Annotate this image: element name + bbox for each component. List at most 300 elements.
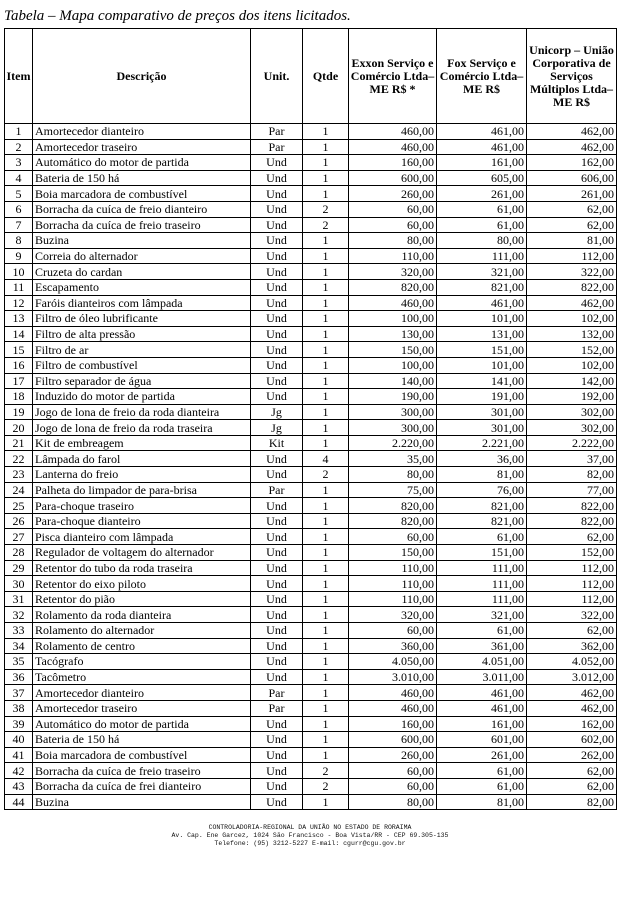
cell-fox: 111,00 — [437, 576, 527, 592]
cell-unicorp: 102,00 — [527, 357, 617, 373]
cell-fox: 461,00 — [437, 139, 527, 155]
cell-unit: Und — [251, 295, 303, 311]
cell-unit: Und — [251, 732, 303, 748]
cell-exxon: 110,00 — [349, 560, 437, 576]
cell-unit: Und — [251, 357, 303, 373]
cell-item: 26 — [5, 513, 33, 529]
cell-descricao: Filtro de óleo lubrificante — [33, 311, 251, 327]
cell-descricao: Borracha da cuíca de freio traseiro — [33, 217, 251, 233]
cell-exxon: 360,00 — [349, 638, 437, 654]
cell-fox: 61,00 — [437, 778, 527, 794]
table-row — [5, 342, 617, 358]
cell-fox: 4.051,00 — [437, 654, 527, 670]
cell-exxon: 320,00 — [349, 264, 437, 280]
cell-item: 33 — [5, 623, 33, 639]
cell-item: 4 — [5, 170, 33, 186]
cell-unit: Par — [251, 685, 303, 701]
cell-fox: 321,00 — [437, 264, 527, 280]
cell-fox: 821,00 — [437, 513, 527, 529]
cell-qtde: 1 — [303, 545, 349, 561]
cell-descricao: Tacômetro — [33, 669, 251, 685]
cell-exxon: 60,00 — [349, 623, 437, 639]
page-footer — [0, 824, 620, 848]
cell-fox: 821,00 — [437, 279, 527, 295]
cell-descricao: Bateria de 150 há — [33, 732, 251, 748]
price-comparison-table — [4, 28, 617, 810]
cell-unicorp: 152,00 — [527, 342, 617, 358]
cell-unit: Jg — [251, 420, 303, 436]
cell-qtde: 1 — [303, 186, 349, 202]
cell-item: 1 — [5, 124, 33, 140]
cell-descricao: Filtro de alta pressão — [33, 326, 251, 342]
cell-descricao: Rolamento da roda dianteira — [33, 607, 251, 623]
cell-unit: Und — [251, 623, 303, 639]
cell-item: 21 — [5, 435, 33, 451]
cell-fox: 151,00 — [437, 545, 527, 561]
cell-exxon: 160,00 — [349, 716, 437, 732]
cell-fox: 605,00 — [437, 170, 527, 186]
cell-fox: 36,00 — [437, 451, 527, 467]
cell-descricao: Bateria de 150 há — [33, 170, 251, 186]
cell-exxon: 260,00 — [349, 747, 437, 763]
cell-unit: Und — [251, 248, 303, 264]
cell-descricao: Automático do motor de partida — [33, 716, 251, 732]
cell-exxon: 110,00 — [349, 576, 437, 592]
cell-item: 18 — [5, 389, 33, 405]
cell-item: 27 — [5, 529, 33, 545]
cell-descricao: Induzido do motor de partida — [33, 389, 251, 405]
cell-unit: Und — [251, 373, 303, 389]
cell-descricao: Kit de embreagem — [33, 435, 251, 451]
cell-exxon: 460,00 — [349, 700, 437, 716]
cell-unicorp: 302,00 — [527, 420, 617, 436]
cell-descricao: Tacógrafo — [33, 654, 251, 670]
table-row — [5, 482, 617, 498]
cell-qtde: 1 — [303, 591, 349, 607]
table-row — [5, 591, 617, 607]
cell-descricao: Retentor do pião — [33, 591, 251, 607]
cell-unit: Und — [251, 264, 303, 280]
cell-qtde: 1 — [303, 435, 349, 451]
cell-unicorp: 606,00 — [527, 170, 617, 186]
cell-item: 44 — [5, 794, 33, 810]
cell-unicorp: 62,00 — [527, 201, 617, 217]
cell-qtde: 1 — [303, 155, 349, 171]
cell-exxon: 60,00 — [349, 763, 437, 779]
cell-qtde: 1 — [303, 560, 349, 576]
cell-descricao: Correia do alternador — [33, 248, 251, 264]
table-row — [5, 124, 617, 140]
cell-fox: 111,00 — [437, 560, 527, 576]
cell-qtde: 1 — [303, 264, 349, 280]
cell-unit: Und — [251, 170, 303, 186]
cell-descricao: Para-choque traseiro — [33, 498, 251, 514]
cell-qtde: 1 — [303, 685, 349, 701]
cell-qtde: 2 — [303, 201, 349, 217]
cell-unit: Und — [251, 451, 303, 467]
table-row — [5, 638, 617, 654]
cell-unit: Und — [251, 279, 303, 295]
cell-unit: Und — [251, 233, 303, 249]
cell-unit: Und — [251, 201, 303, 217]
cell-fox: 2.221,00 — [437, 435, 527, 451]
cell-unit: Und — [251, 545, 303, 561]
header-item: Item — [5, 29, 33, 124]
header-qtde: Qtde — [303, 29, 349, 124]
cell-unit: Und — [251, 654, 303, 670]
table-row — [5, 576, 617, 592]
cell-unicorp: 462,00 — [527, 139, 617, 155]
cell-fox: 80,00 — [437, 233, 527, 249]
cell-fox: 461,00 — [437, 295, 527, 311]
cell-unicorp: 112,00 — [527, 576, 617, 592]
cell-unicorp: 362,00 — [527, 638, 617, 654]
cell-unit: Und — [251, 716, 303, 732]
cell-item: 24 — [5, 482, 33, 498]
cell-descricao: Palheta do limpador de para-brisa — [33, 482, 251, 498]
cell-exxon: 60,00 — [349, 217, 437, 233]
table-row — [5, 357, 617, 373]
cell-unicorp: 822,00 — [527, 279, 617, 295]
cell-unit: Und — [251, 794, 303, 810]
cell-item: 37 — [5, 685, 33, 701]
cell-unit: Und — [251, 669, 303, 685]
header-unit: Unit. — [251, 29, 303, 124]
cell-unicorp: 62,00 — [527, 763, 617, 779]
cell-item: 23 — [5, 467, 33, 483]
cell-fox: 161,00 — [437, 155, 527, 171]
cell-descricao: Filtro de combustível — [33, 357, 251, 373]
cell-exxon: 320,00 — [349, 607, 437, 623]
cell-fox: 461,00 — [437, 700, 527, 716]
cell-item: 28 — [5, 545, 33, 561]
cell-qtde: 2 — [303, 778, 349, 794]
cell-qtde: 1 — [303, 498, 349, 514]
cell-qtde: 1 — [303, 295, 349, 311]
cell-qtde: 1 — [303, 513, 349, 529]
cell-item: 38 — [5, 700, 33, 716]
cell-unicorp: 37,00 — [527, 451, 617, 467]
cell-unit: Und — [251, 155, 303, 171]
cell-descricao: Escapamento — [33, 279, 251, 295]
cell-exxon: 75,00 — [349, 482, 437, 498]
cell-item: 41 — [5, 747, 33, 763]
cell-qtde: 1 — [303, 654, 349, 670]
cell-unit: Par — [251, 139, 303, 155]
cell-qtde: 1 — [303, 139, 349, 155]
table-row — [5, 155, 617, 171]
cell-qtde: 4 — [303, 451, 349, 467]
table-row — [5, 716, 617, 732]
cell-qtde: 1 — [303, 669, 349, 685]
cell-exxon: 60,00 — [349, 778, 437, 794]
cell-exxon: 80,00 — [349, 467, 437, 483]
cell-descricao: Buzina — [33, 794, 251, 810]
table-row — [5, 607, 617, 623]
cell-unicorp: 112,00 — [527, 248, 617, 264]
cell-fox: 361,00 — [437, 638, 527, 654]
cell-unit: Par — [251, 124, 303, 140]
cell-fox: 161,00 — [437, 716, 527, 732]
table-row — [5, 513, 617, 529]
cell-item: 6 — [5, 201, 33, 217]
cell-qtde: 2 — [303, 467, 349, 483]
cell-qtde: 1 — [303, 638, 349, 654]
cell-item: 36 — [5, 669, 33, 685]
footer-address: Av. Cap. Ene Garcez, 1024 São Francisco - Boa Vista/RR - CEP 69.305-135 — [171, 832, 449, 839]
header-exxon: Exxon Serviço e Comércio Ltda–ME R$ * — [349, 29, 437, 124]
cell-fox: 76,00 — [437, 482, 527, 498]
cell-fox: 261,00 — [437, 747, 527, 763]
cell-descricao: Boia marcadora de combustível — [33, 747, 251, 763]
cell-descricao: Jogo de lona de freio da roda dianteira — [33, 404, 251, 420]
cell-fox: 321,00 — [437, 607, 527, 623]
cell-fox: 61,00 — [437, 217, 527, 233]
table-row — [5, 763, 617, 779]
cell-item: 39 — [5, 716, 33, 732]
cell-descricao: Amortecedor dianteiro — [33, 124, 251, 140]
cell-item: 42 — [5, 763, 33, 779]
cell-unicorp: 152,00 — [527, 545, 617, 561]
cell-qtde: 1 — [303, 124, 349, 140]
cell-fox: 301,00 — [437, 404, 527, 420]
table-row — [5, 326, 617, 342]
cell-unicorp: 82,00 — [527, 794, 617, 810]
cell-unit: Und — [251, 326, 303, 342]
cell-unicorp: 162,00 — [527, 716, 617, 732]
cell-unicorp: 462,00 — [527, 295, 617, 311]
cell-descricao: Filtro de ar — [33, 342, 251, 358]
cell-unit: Jg — [251, 404, 303, 420]
table-row — [5, 545, 617, 561]
table-row — [5, 373, 617, 389]
table-row — [5, 685, 617, 701]
cell-exxon: 260,00 — [349, 186, 437, 202]
cell-descricao: Faróis dianteiros com lâmpada — [33, 295, 251, 311]
cell-exxon: 110,00 — [349, 591, 437, 607]
table-row — [5, 669, 617, 685]
cell-unit: Und — [251, 576, 303, 592]
cell-fox: 61,00 — [437, 763, 527, 779]
cell-unicorp: 602,00 — [527, 732, 617, 748]
cell-fox: 101,00 — [437, 311, 527, 327]
cell-descricao: Amortecedor dianteiro — [33, 685, 251, 701]
table-row — [5, 560, 617, 576]
cell-fox: 61,00 — [437, 623, 527, 639]
cell-fox: 461,00 — [437, 685, 527, 701]
header-unicorp: Unicorp – União Corporativa de Serviços Múltiplos Ltda–ME R$ — [527, 29, 617, 124]
cell-descricao: Regulador de voltagem do alternador — [33, 545, 251, 561]
cell-unicorp: 82,00 — [527, 467, 617, 483]
table-body — [5, 124, 617, 810]
cell-exxon: 130,00 — [349, 326, 437, 342]
cell-unit: Und — [251, 763, 303, 779]
cell-exxon: 820,00 — [349, 498, 437, 514]
cell-qtde: 1 — [303, 716, 349, 732]
cell-qtde: 1 — [303, 404, 349, 420]
cell-item: 31 — [5, 591, 33, 607]
cell-unicorp: 462,00 — [527, 685, 617, 701]
footer-contact: Telefone: (95) 3212-5227 E-mail: cgurr@cgu.gov.br — [214, 840, 406, 847]
cell-unicorp: 112,00 — [527, 591, 617, 607]
cell-unicorp: 261,00 — [527, 186, 617, 202]
cell-fox: 261,00 — [437, 186, 527, 202]
cell-descricao: Lanterna do freio — [33, 467, 251, 483]
cell-fox: 101,00 — [437, 357, 527, 373]
table-row — [5, 404, 617, 420]
table-row — [5, 186, 617, 202]
cell-unicorp: 822,00 — [527, 513, 617, 529]
cell-exxon: 80,00 — [349, 794, 437, 810]
table-row — [5, 295, 617, 311]
cell-fox: 601,00 — [437, 732, 527, 748]
cell-item: 43 — [5, 778, 33, 794]
cell-exxon: 3.010,00 — [349, 669, 437, 685]
cell-exxon: 2.220,00 — [349, 435, 437, 451]
cell-item: 15 — [5, 342, 33, 358]
cell-exxon: 460,00 — [349, 124, 437, 140]
cell-item: 20 — [5, 420, 33, 436]
table-row — [5, 311, 617, 327]
cell-unit: Und — [251, 311, 303, 327]
cell-exxon: 100,00 — [349, 357, 437, 373]
table-row — [5, 467, 617, 483]
cell-fox: 81,00 — [437, 467, 527, 483]
table-row — [5, 498, 617, 514]
cell-item: 16 — [5, 357, 33, 373]
cell-unicorp: 462,00 — [527, 124, 617, 140]
cell-unit: Und — [251, 513, 303, 529]
table-row — [5, 420, 617, 436]
cell-qtde: 1 — [303, 529, 349, 545]
cell-fox: 81,00 — [437, 794, 527, 810]
cell-descricao: Jogo de lona de freio da roda traseira — [33, 420, 251, 436]
cell-item: 29 — [5, 560, 33, 576]
cell-item: 19 — [5, 404, 33, 420]
cell-fox: 3.011,00 — [437, 669, 527, 685]
table-row — [5, 139, 617, 155]
cell-unicorp: 62,00 — [527, 529, 617, 545]
cell-exxon: 110,00 — [349, 248, 437, 264]
table-row — [5, 201, 617, 217]
cell-qtde: 1 — [303, 170, 349, 186]
table-row — [5, 389, 617, 405]
cell-unicorp: 112,00 — [527, 560, 617, 576]
cell-unicorp: 162,00 — [527, 155, 617, 171]
cell-fox: 131,00 — [437, 326, 527, 342]
cell-unit: Und — [251, 747, 303, 763]
cell-qtde: 1 — [303, 794, 349, 810]
cell-qtde: 1 — [303, 482, 349, 498]
cell-unit: Par — [251, 700, 303, 716]
cell-exxon: 460,00 — [349, 139, 437, 155]
cell-exxon: 820,00 — [349, 279, 437, 295]
table-header-row — [5, 29, 617, 124]
table-row — [5, 794, 617, 810]
footer-org: CONTROLADORIA-REGIONAL DA UNIÃO NO ESTADO DE RORAIMA — [208, 824, 412, 831]
cell-unit: Und — [251, 389, 303, 405]
cell-descricao: Automático do motor de partida — [33, 155, 251, 171]
cell-unicorp: 262,00 — [527, 747, 617, 763]
cell-unicorp: 302,00 — [527, 404, 617, 420]
cell-exxon: 460,00 — [349, 685, 437, 701]
cell-qtde: 1 — [303, 233, 349, 249]
cell-unicorp: 81,00 — [527, 233, 617, 249]
cell-item: 2 — [5, 139, 33, 155]
cell-unicorp: 192,00 — [527, 389, 617, 405]
cell-qtde: 1 — [303, 326, 349, 342]
cell-qtde: 1 — [303, 607, 349, 623]
table-row — [5, 170, 617, 186]
cell-descricao: Filtro separador de água — [33, 373, 251, 389]
cell-unicorp: 132,00 — [527, 326, 617, 342]
cell-qtde: 1 — [303, 342, 349, 358]
cell-unicorp: 62,00 — [527, 623, 617, 639]
cell-unit: Und — [251, 342, 303, 358]
cell-unit: Und — [251, 560, 303, 576]
cell-exxon: 80,00 — [349, 233, 437, 249]
table-row — [5, 248, 617, 264]
cell-descricao: Para-choque dianteiro — [33, 513, 251, 529]
cell-item: 7 — [5, 217, 33, 233]
cell-unit: Kit — [251, 435, 303, 451]
cell-qtde: 1 — [303, 311, 349, 327]
cell-descricao: Rolamento do alternador — [33, 623, 251, 639]
cell-item: 30 — [5, 576, 33, 592]
cell-qtde: 1 — [303, 248, 349, 264]
cell-descricao: Buzina — [33, 233, 251, 249]
cell-unit: Und — [251, 529, 303, 545]
cell-fox: 111,00 — [437, 248, 527, 264]
cell-fox: 61,00 — [437, 529, 527, 545]
cell-unit: Und — [251, 498, 303, 514]
cell-unicorp: 102,00 — [527, 311, 617, 327]
cell-descricao: Boia marcadora de combustível — [33, 186, 251, 202]
cell-item: 32 — [5, 607, 33, 623]
cell-unit: Und — [251, 186, 303, 202]
cell-exxon: 300,00 — [349, 420, 437, 436]
cell-item: 25 — [5, 498, 33, 514]
cell-unit: Und — [251, 778, 303, 794]
cell-qtde: 1 — [303, 389, 349, 405]
cell-item: 17 — [5, 373, 33, 389]
cell-descricao: Amortecedor traseiro — [33, 700, 251, 716]
table-row — [5, 747, 617, 763]
table-row — [5, 233, 617, 249]
cell-item: 10 — [5, 264, 33, 280]
cell-unit: Und — [251, 467, 303, 483]
cell-exxon: 60,00 — [349, 201, 437, 217]
cell-descricao: Rolamento de centro — [33, 638, 251, 654]
cell-qtde: 1 — [303, 747, 349, 763]
table-row — [5, 217, 617, 233]
cell-item: 5 — [5, 186, 33, 202]
table-row — [5, 451, 617, 467]
table-caption: Tabela – Mapa comparativo de preços dos itens licitados. — [4, 8, 351, 24]
cell-descricao: Pisca dianteiro com lâmpada — [33, 529, 251, 545]
cell-item: 40 — [5, 732, 33, 748]
cell-exxon: 35,00 — [349, 451, 437, 467]
table-row — [5, 732, 617, 748]
cell-unicorp: 322,00 — [527, 607, 617, 623]
cell-exxon: 190,00 — [349, 389, 437, 405]
cell-descricao: Lâmpada do farol — [33, 451, 251, 467]
cell-exxon: 300,00 — [349, 404, 437, 420]
cell-unicorp: 142,00 — [527, 373, 617, 389]
cell-descricao: Retentor do eixo piloto — [33, 576, 251, 592]
cell-item: 9 — [5, 248, 33, 264]
table-row — [5, 700, 617, 716]
